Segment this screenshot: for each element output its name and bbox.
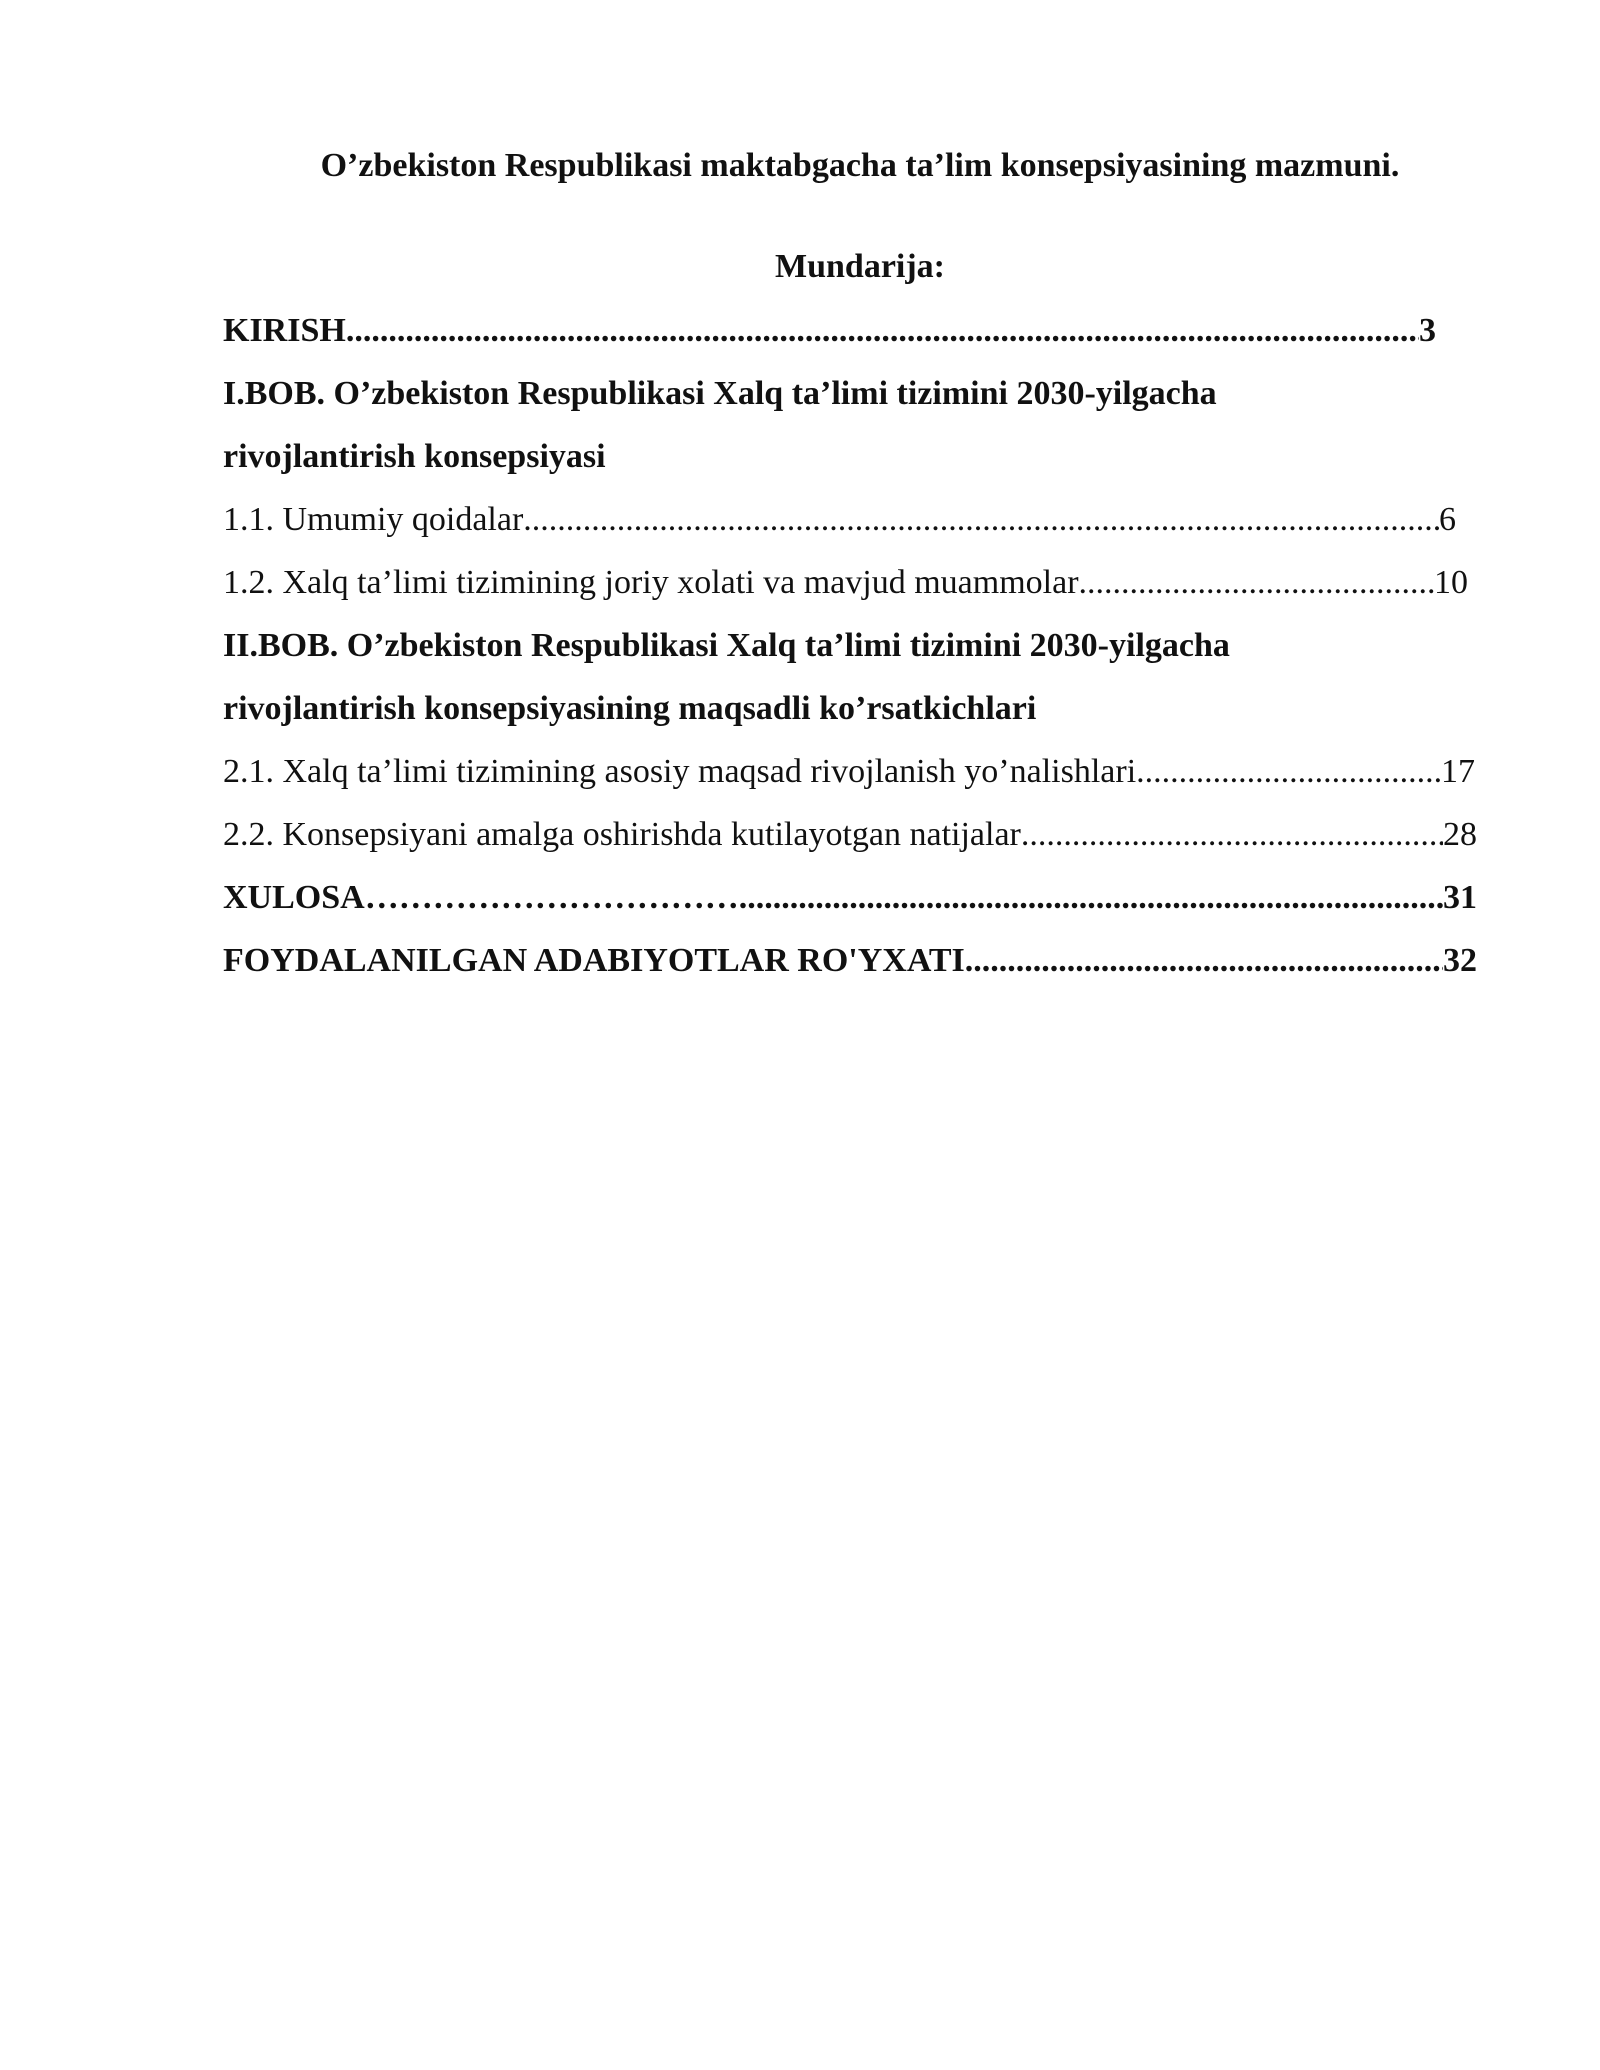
toc-chapter-1-line-2: rivojlantirish konsepsiyasi bbox=[223, 438, 606, 475]
toc-entry-label: KIRISH bbox=[223, 312, 346, 349]
toc-leader-dots bbox=[523, 500, 1439, 540]
toc-page-number: 32 bbox=[1443, 942, 1477, 979]
toc-leader-dots bbox=[965, 941, 1443, 981]
toc-leader-dots bbox=[739, 878, 1443, 918]
toc-entry-label: XULOSA…………………………… bbox=[223, 879, 739, 916]
toc-entry-kirish bbox=[223, 311, 1436, 351]
toc-chapter-2-line-2: rivojlantirish konsepsiyasining maqsadli ko’rsatkichlari bbox=[223, 690, 1037, 727]
toc-entry-2-2 bbox=[223, 815, 1477, 855]
toc-leader-dots bbox=[1021, 815, 1443, 855]
toc-heading: Mundarija: bbox=[775, 248, 945, 285]
toc-leader-dots bbox=[346, 311, 1419, 351]
toc-page-number: 31 bbox=[1443, 879, 1477, 916]
toc-page-number: 28 bbox=[1443, 816, 1477, 853]
toc-page-number: 6 bbox=[1439, 501, 1456, 538]
document-title: O’zbekiston Respublikasi maktabgacha ta’lim konsepsiyasining mazmuni. bbox=[320, 147, 1400, 184]
toc-entry-2-1 bbox=[223, 752, 1475, 792]
toc-page-number: 17 bbox=[1441, 753, 1475, 790]
toc-page-number: 3 bbox=[1419, 312, 1436, 349]
toc-page-number: 10 bbox=[1434, 564, 1468, 601]
toc-entry-references bbox=[223, 941, 1477, 981]
toc-entry-1-1 bbox=[223, 500, 1456, 540]
toc-entry-1-2 bbox=[223, 563, 1468, 603]
toc-entry-label: 1.2. Xalq ta’limi tizimining joriy xolati va mavjud muammolar bbox=[223, 564, 1079, 601]
toc-entry-label: 2.1. Xalq ta’limi tizimining asosiy maqsad rivojlanish yo’nalishlari bbox=[223, 753, 1137, 790]
toc-leader-dots bbox=[1079, 563, 1434, 603]
toc-leader-dots bbox=[1136, 752, 1441, 792]
toc-entry-label: 1.1. Umumiy qoidalar bbox=[223, 501, 524, 538]
toc-chapter-2-line-1: II.BOB. O’zbekiston Respublikasi Xalq ta’limi tizimini 2030-yilgacha bbox=[223, 627, 1230, 664]
toc-entry-label: 2.2. Konsepsiyani amalga oshirishda kutilayotgan natijalar bbox=[223, 816, 1021, 853]
toc-entry-label: FOYDALANILGAN ADABIYOTLAR RO'YXATI bbox=[223, 942, 965, 979]
toc-chapter-1-line-1: I.BOB. O’zbekiston Respublikasi Xalq ta’limi tizimini 2030-yilgacha bbox=[223, 375, 1217, 412]
toc-entry-xulosa bbox=[223, 878, 1477, 918]
